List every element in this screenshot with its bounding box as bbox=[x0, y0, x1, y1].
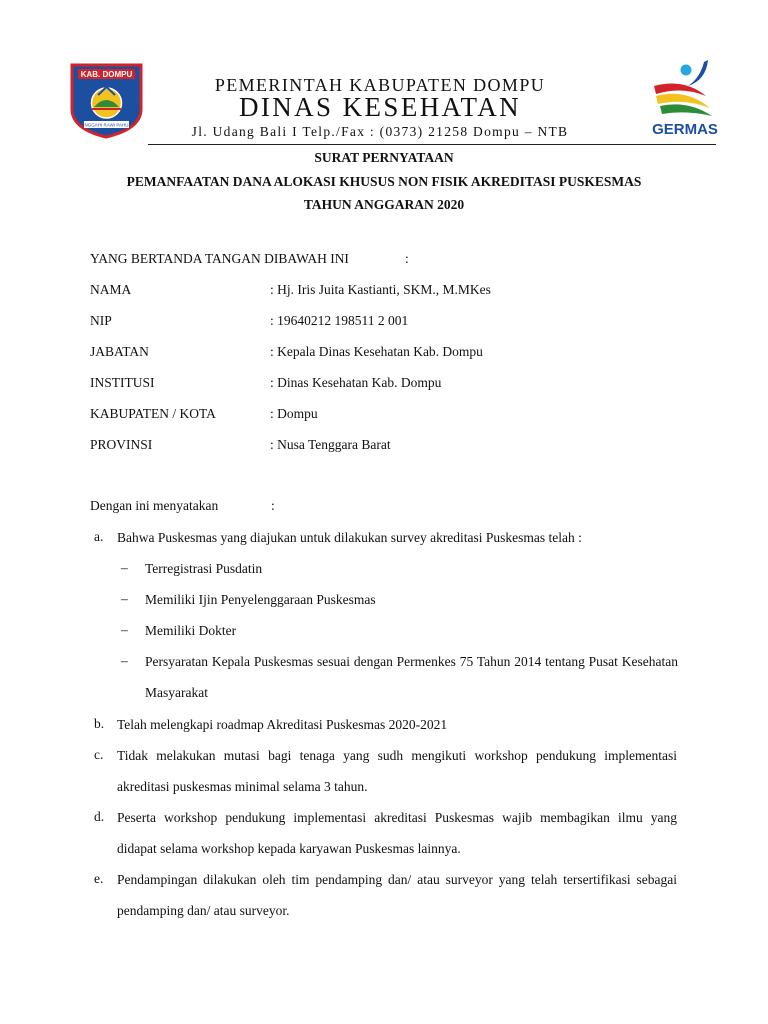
province-value: : Nusa Tenggara Barat bbox=[270, 437, 391, 452]
signatory-intro-colon: : bbox=[405, 251, 409, 266]
institution-label: INSTITUSI bbox=[90, 375, 155, 390]
emblem-motto-text: NGGAHI RAWI PAHU bbox=[84, 122, 129, 128]
signatory-intro: YANG BERTANDA TANGAN DIBAWAH INI bbox=[90, 251, 349, 266]
position-label: JABATAN bbox=[90, 344, 149, 359]
item-a-text: Bahwa Puskesmas yang diajukan untuk dilakukan survey akreditasi Puskesmas telah : bbox=[117, 530, 582, 545]
position-value: : Kepala Dinas Kesehatan Kab. Dompu bbox=[270, 344, 483, 359]
germas-logo-text: GERMAS bbox=[652, 121, 718, 138]
item-d-text: Peserta workshop pendukung implementasi akreditasi Puskesmas wajib membagikan ilmu yang didapat selama workshop kepada karyawan Puskesmas lainnya. bbox=[117, 810, 677, 856]
sub-item-2-text: Memiliki Ijin Penyelenggaraan Puskesmas bbox=[145, 592, 376, 607]
nip-label: NIP bbox=[90, 313, 112, 328]
item-e-marker: e. bbox=[94, 871, 104, 886]
document-year: TAHUN ANGGARAN 2020 bbox=[303, 197, 465, 212]
letterhead-divider bbox=[148, 144, 716, 145]
item-d-marker: d. bbox=[94, 809, 105, 824]
sub-item-3-marker: – bbox=[121, 622, 128, 637]
sub-item-3-text: Memiliki Dokter bbox=[145, 623, 237, 638]
sub-item-4-text: Persyaratan Kepala Puskesmas sesuai dengan Permenkes 75 Tahun 2014 tentang Pusat Kesehatan Masyarakat bbox=[145, 654, 678, 700]
document-subtitle: PEMANFAATAN DANA ALOKASI KHUSUS NON FISIK AKREDITASI PUSKESMAS bbox=[126, 174, 642, 189]
sub-item-4-marker: – bbox=[121, 653, 128, 668]
sub-item-1-marker: – bbox=[121, 560, 128, 575]
sub-item-1-text: Terregistrasi Pusdatin bbox=[145, 561, 263, 576]
item-c-marker: c. bbox=[94, 747, 104, 762]
emblem-banner-text: KAB. DOMPU bbox=[80, 70, 133, 79]
name-value: : Hj. Iris Juita Kastianti, SKM., M.MKes bbox=[270, 282, 491, 297]
regency-value: : Dompu bbox=[270, 406, 318, 421]
nip-value: : 19640212 198511 2 001 bbox=[270, 313, 409, 328]
government-name: PEMERINTAH KABUPATEN DOMPU bbox=[214, 75, 546, 95]
name-label: NAMA bbox=[90, 282, 132, 297]
germas-logo bbox=[646, 56, 724, 140]
statement-intro: Dengan ini menyatakan bbox=[90, 498, 219, 513]
sub-item-2-marker: – bbox=[121, 591, 128, 606]
institution-value: : Dinas Kesehatan Kab. Dompu bbox=[270, 375, 442, 390]
item-c-text: Tidak melakukan mutasi bagi tenaga yang sudh mengikuti workshop pendukung implementasi akreditasi puskesmas minimal selama 3 tahun. bbox=[117, 748, 677, 794]
kab-dompu-emblem-logo bbox=[70, 63, 143, 139]
item-e-text: Pendampingan dilakukan oleh tim pendamping dan/ atau surveyor yang telah tersertifikasi sebagai pendamping dan/ atau surveyor. bbox=[117, 872, 677, 918]
agency-name: DINAS KESEHATAN bbox=[238, 92, 522, 122]
item-b-marker: b. bbox=[94, 716, 105, 731]
document-title: SURAT PERNYATAAN bbox=[314, 150, 454, 165]
item-b-text: Telah melengkapi roadmap Akreditasi Puskesmas 2020-2021 bbox=[117, 717, 448, 732]
agency-address: Jl. Udang Bali I Telp./Fax : (0373) 21258 Dompu – NTB bbox=[191, 124, 569, 139]
statement-intro-colon: : bbox=[271, 498, 275, 513]
regency-label: KABUPATEN / KOTA bbox=[90, 406, 216, 421]
item-a-marker: a. bbox=[94, 529, 104, 544]
province-label: PROVINSI bbox=[90, 437, 153, 452]
